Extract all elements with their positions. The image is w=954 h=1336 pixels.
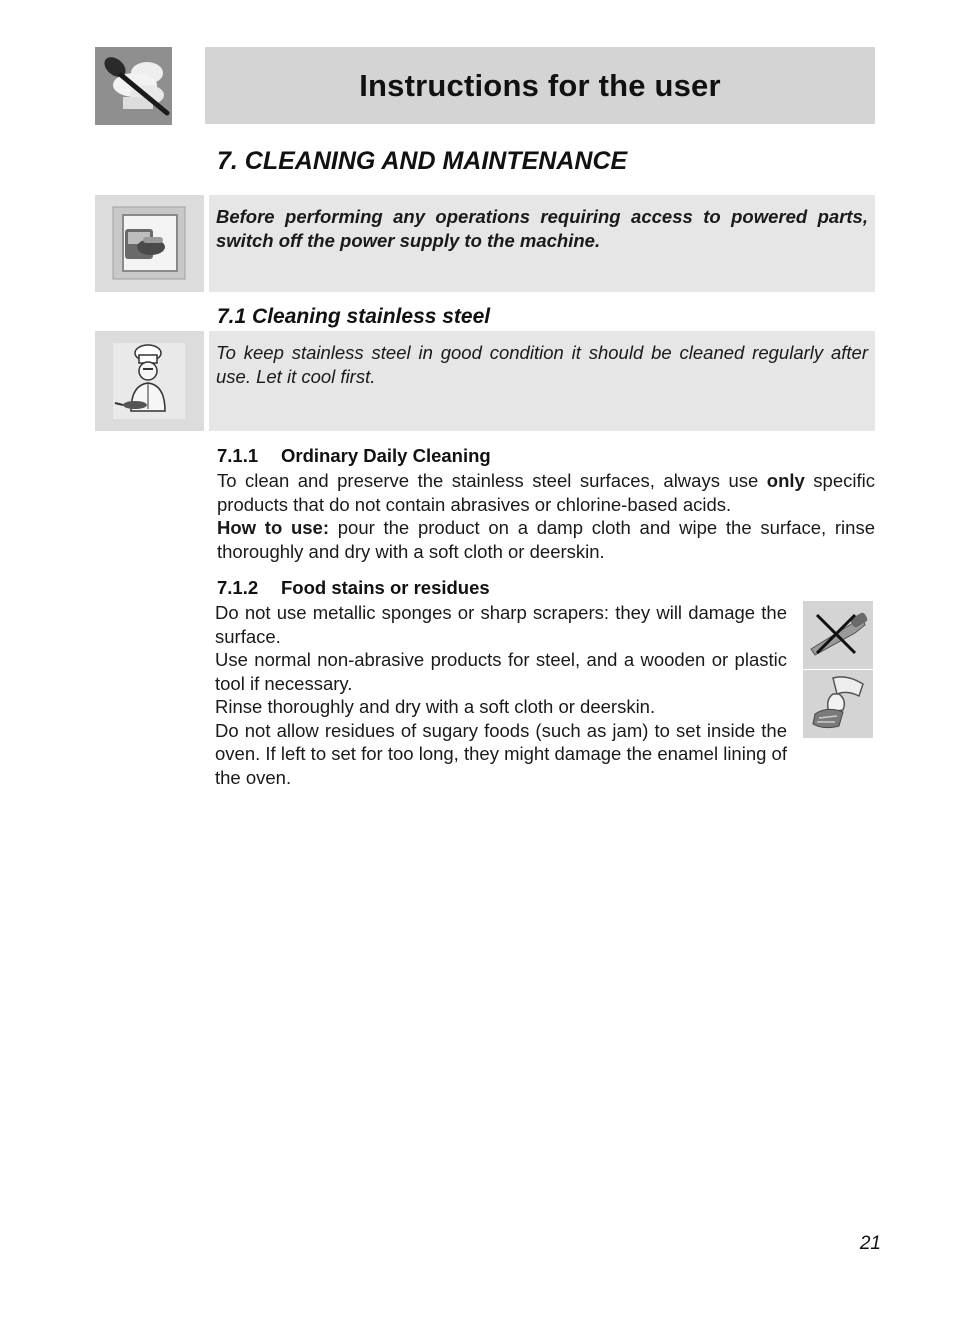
chapter-title: 7. CLEANING AND MAINTENANCE [217, 147, 628, 175]
hand-wiping-icon [803, 670, 873, 738]
page-header-title: Instructions for the user [359, 67, 721, 103]
section-7-1-2-paragraph: Use normal non-abrasive products for steel, and a wooden or plastic tool if necessary. [215, 649, 787, 694]
section-7-1-2-paragraph: Rinse thoroughly and dry with a soft cloth or deerskin. [215, 696, 656, 717]
warning-note [209, 195, 875, 292]
section-7-1-note [209, 331, 875, 431]
section-7-1-2-number: 7.1.2 [217, 577, 259, 598]
header-bar [205, 47, 875, 124]
page-number: 21 [859, 1233, 881, 1254]
text-span: specific products that do not contain abrasives or chlorine-based acids. [217, 470, 875, 515]
chef-icon [95, 331, 204, 431]
warning-text: Before performing any operations requiring access to powered parts, switch off the power supply to the machine. [216, 206, 868, 251]
section-7-1-note-text: To keep stainless steel in good condition it should be cleaned regularly after use. Let it cool first. [216, 342, 868, 387]
chef-icon-cell [95, 331, 204, 431]
spoon-chef-hat-icon [95, 47, 172, 125]
section-7-1-1-title: Ordinary Daily Cleaning [281, 445, 491, 466]
logo [95, 47, 172, 125]
section-7-1-2-title: Food stains or residues [281, 577, 490, 598]
section-7-1-2-body [215, 601, 787, 789]
text-span: To clean and preserve the stainless steel surfaces, always use [217, 470, 767, 491]
emphasis-only: only [766, 470, 805, 491]
section-7-1-2-paragraph: Do not use metallic sponges or sharp scrapers: they will damage the surface. [215, 602, 787, 647]
section-7-1-1-body [217, 469, 875, 563]
section-7-1-2-heading [217, 577, 490, 599]
section-7-1-1-heading [217, 445, 491, 467]
section-7-1-1-paragraph-2 [217, 516, 875, 563]
warning-icon-cell [95, 195, 204, 292]
cloth-icon-cell [803, 670, 873, 738]
how-to-use-label: How to use: [217, 517, 330, 538]
section-7-1-2-paragraph: Do not allow residues of sugary foods (such as jam) to set inside the oven. If left to set for too long, they might damage the enamel lining of the oven. [215, 719, 787, 788]
section-7-1-1-number: 7.1.1 [217, 445, 259, 466]
section-7-1-1-paragraph-1 [217, 469, 875, 516]
crossed-knife-icon [803, 601, 873, 669]
no-scraper-icon-cell [803, 601, 873, 669]
text-span: pour the product on a damp cloth and wipe the surface, rinse thoroughly and dry with a soft cloth or deerskin. [217, 517, 875, 562]
power-switch-icon [95, 195, 204, 292]
section-7-1-title: 7.1 Cleaning stainless steel [217, 305, 491, 328]
